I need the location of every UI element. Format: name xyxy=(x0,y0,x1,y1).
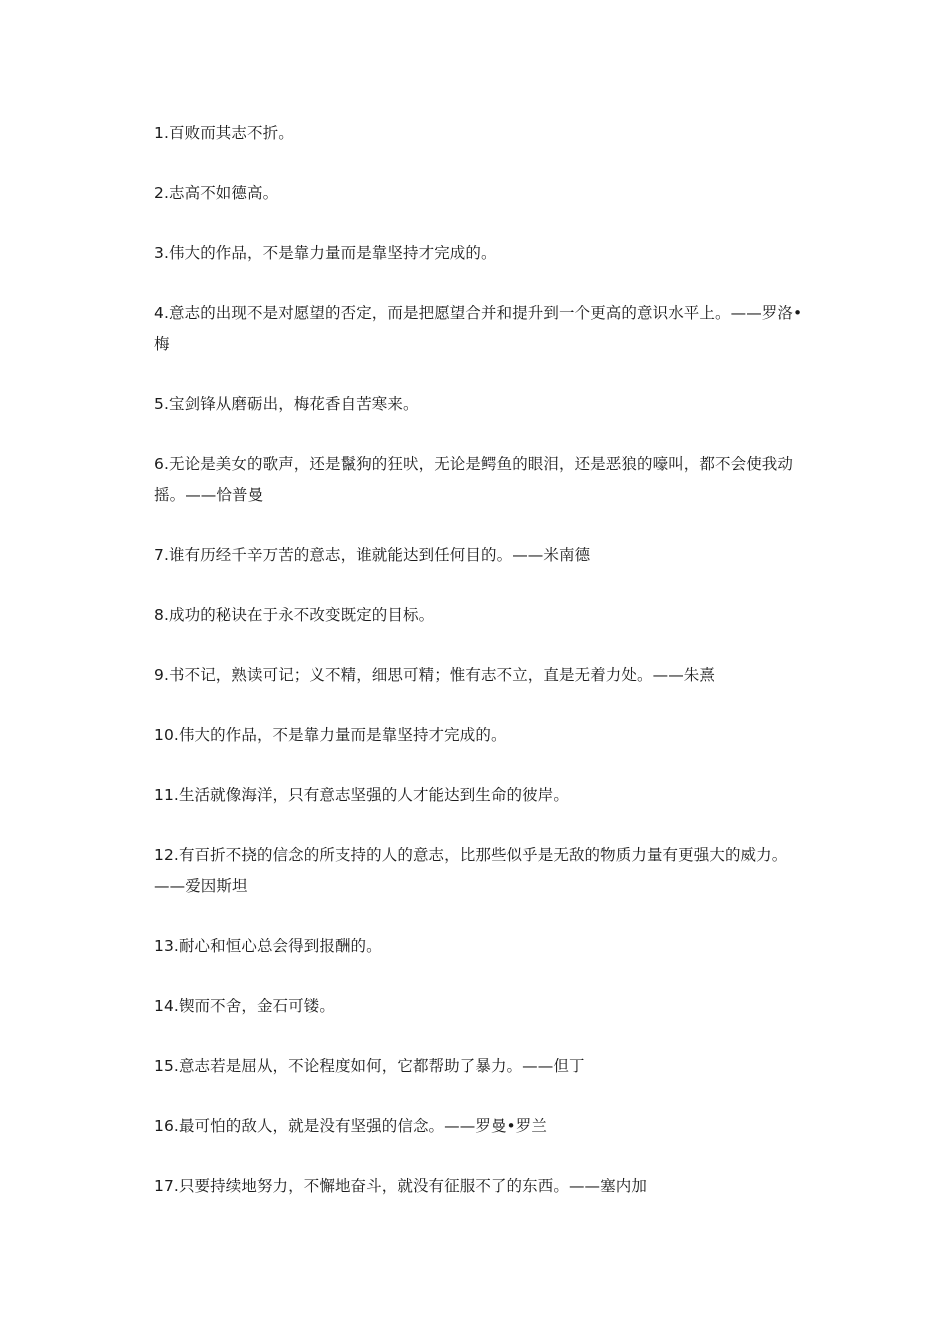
quote-item: 16.最可怕的敌人，就是没有坚强的信念。——罗曼•罗兰 xyxy=(154,1117,547,1135)
quote-item: 5.宝剑锋从磨砺出，梅花香自苦寒来。 xyxy=(154,395,419,413)
quote-item: 3.伟大的作品，不是靠力量而是靠坚持才完成的。 xyxy=(154,244,497,262)
quote-item: 17.只要持续地努力，不懈地奋斗，就没有征服不了的东西。——塞内加 xyxy=(154,1177,647,1195)
quote-item: 6.无论是美女的歌声，还是鬣狗的狂吠，无论是鳄鱼的眼泪，还是恶狼的嚎叫，都不会使我动摇。——恰普曼 xyxy=(154,455,793,504)
quote-item: 15.意志若是屈从，不论程度如何，它都帮助了暴力。——但丁 xyxy=(154,1057,585,1075)
quote-item: 4.意志的出现不是对愿望的否定，而是把愿望合并和提升到一个更高的意识水平上。——罗洛•梅 xyxy=(154,304,803,353)
quote-list xyxy=(154,118,804,1231)
quote-item: 7.谁有历经千辛万苦的意志，谁就能达到任何目的。——米南德 xyxy=(154,546,591,564)
quote-item: 14.锲而不舍，金石可镂。 xyxy=(154,997,335,1015)
quote-item: 13.耐心和恒心总会得到报酬的。 xyxy=(154,937,382,955)
quote-item: 9.书不记，熟读可记；义不精，细思可精；惟有志不立，直是无着力处。——朱熹 xyxy=(154,666,715,684)
quote-item: 1.百败而其志不折。 xyxy=(154,124,294,142)
quote-item: 10.伟大的作品，不是靠力量而是靠坚持才完成的。 xyxy=(154,726,507,744)
quote-item: 11.生活就像海洋，只有意志坚强的人才能达到生命的彼岸。 xyxy=(154,786,569,804)
quote-item: 8.成功的秘诀在于永不改变既定的目标。 xyxy=(154,606,435,624)
quote-item: 12.有百折不挠的信念的所支持的人的意志，比那些似乎是无敌的物质力量有更强大的威力。——爱因斯坦 xyxy=(154,846,788,895)
quote-item: 2.志高不如德高。 xyxy=(154,184,279,202)
